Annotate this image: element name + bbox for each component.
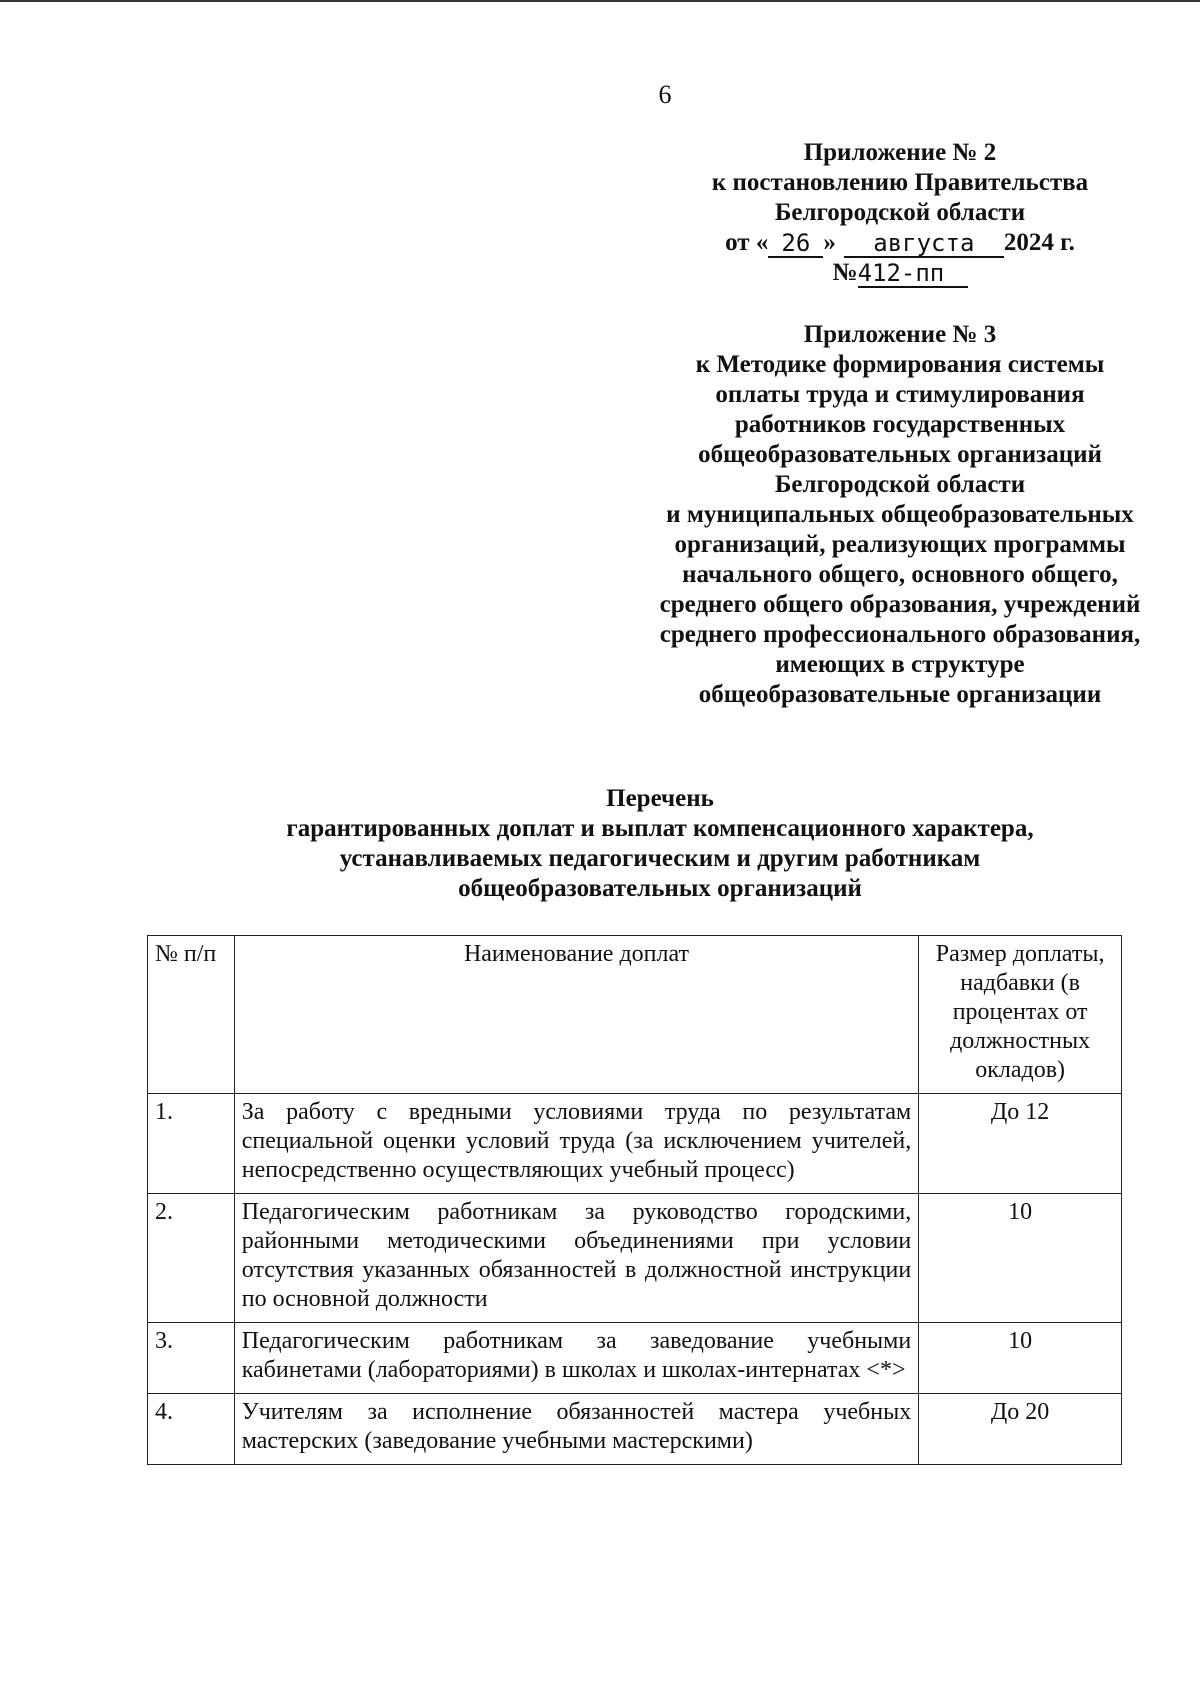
row-name: Педагогическим работникам за заведование учебными кабинетами (лабораториями) в школах и школах-интернатах <*>	[234, 1323, 918, 1394]
appendix-3-line: организаций, реализующих программы	[674, 531, 1126, 558]
table-row	[148, 1194, 1122, 1323]
appendix-3-line: работников государственных	[734, 411, 1066, 438]
list-title-line: гарантированных доплат и выплат компенсационного характера,	[286, 815, 1034, 842]
row-name: Учителям за исполнение обязанностей мастера учебных мастерских (заведование учебными мастерскими)	[234, 1394, 918, 1465]
row-name: За работу с вредными условиями труда по результатам специальной оценки условий труда (за исключением учителей, непосредственно осуществляющих учебный процесс)	[234, 1094, 918, 1194]
page-top-border	[0, 0, 1200, 2]
date-month: августа	[844, 230, 1004, 258]
list-title-heading: Перечень	[606, 785, 714, 812]
page-number: 6	[658, 80, 672, 109]
appendix-3-title: Приложение № 3	[803, 321, 997, 348]
row-size: 10	[919, 1194, 1122, 1323]
number-value: 412-пп	[858, 260, 968, 288]
row-num: 4.	[148, 1394, 235, 1465]
row-size: До 12	[919, 1094, 1122, 1194]
date-year: 2024 г.	[1003, 229, 1075, 256]
number-prefix: №	[832, 259, 858, 286]
header-name: Наименование доплат	[234, 936, 918, 1094]
row-size: 10	[919, 1323, 1122, 1394]
appendix-3-line: среднего общего образования, учреждений	[659, 591, 1141, 618]
date-prefix: от «	[725, 229, 769, 256]
header-size: Размер доплаты, надбавки (в процентах от должностных окладов)	[919, 936, 1122, 1094]
appendix-3-header	[610, 320, 1190, 710]
list-title-line: устанавливаемых педагогическим и другим работникам	[339, 845, 981, 872]
appendix-3-line: оплаты труда и стимулирования	[715, 381, 1085, 408]
appendix-2-line: к постановлению Правительства	[711, 169, 1089, 196]
list-title	[180, 784, 1140, 904]
appendix-2-header	[650, 138, 1150, 288]
decree-date	[650, 228, 1150, 258]
appendix-3-line: общеобразовательных организаций	[698, 441, 1102, 468]
table-header-row	[148, 936, 1122, 1094]
row-num: 2.	[148, 1194, 235, 1323]
table-row	[148, 1323, 1122, 1394]
header-num: № п/п	[148, 936, 235, 1094]
table-row	[148, 1394, 1122, 1465]
appendix-3-line: общеобразовательные организации	[698, 681, 1102, 708]
row-num: 3.	[148, 1323, 235, 1394]
row-size: До 20	[919, 1394, 1122, 1465]
allowances-table	[147, 935, 1122, 1465]
appendix-2-line: Белгородской области	[774, 199, 1026, 226]
appendix-3-line: Белгородской области	[774, 471, 1026, 498]
appendix-3-line: к Методике формирования системы	[695, 351, 1105, 378]
appendix-2-title: Приложение № 2	[803, 139, 997, 166]
list-title-line: общеобразовательных организаций	[458, 875, 862, 902]
row-num: 1.	[148, 1094, 235, 1194]
decree-number	[650, 258, 1150, 288]
date-day: 26	[768, 230, 823, 258]
table-row	[148, 1094, 1122, 1194]
appendix-3-line: среднего профессионального образования,	[659, 621, 1141, 648]
date-mid: »	[823, 229, 836, 256]
row-name: Педагогическим работникам за руководство городскими, районными методическими объединениями при условии отсутствия указанных обязанностей в должностной инструкции по основной должности	[234, 1194, 918, 1323]
appendix-3-line: и муниципальных общеобразовательных	[666, 501, 1134, 528]
appendix-3-line: начального общего, основного общего,	[682, 561, 1118, 588]
appendix-3-line: имеющих в структуре	[775, 651, 1025, 678]
